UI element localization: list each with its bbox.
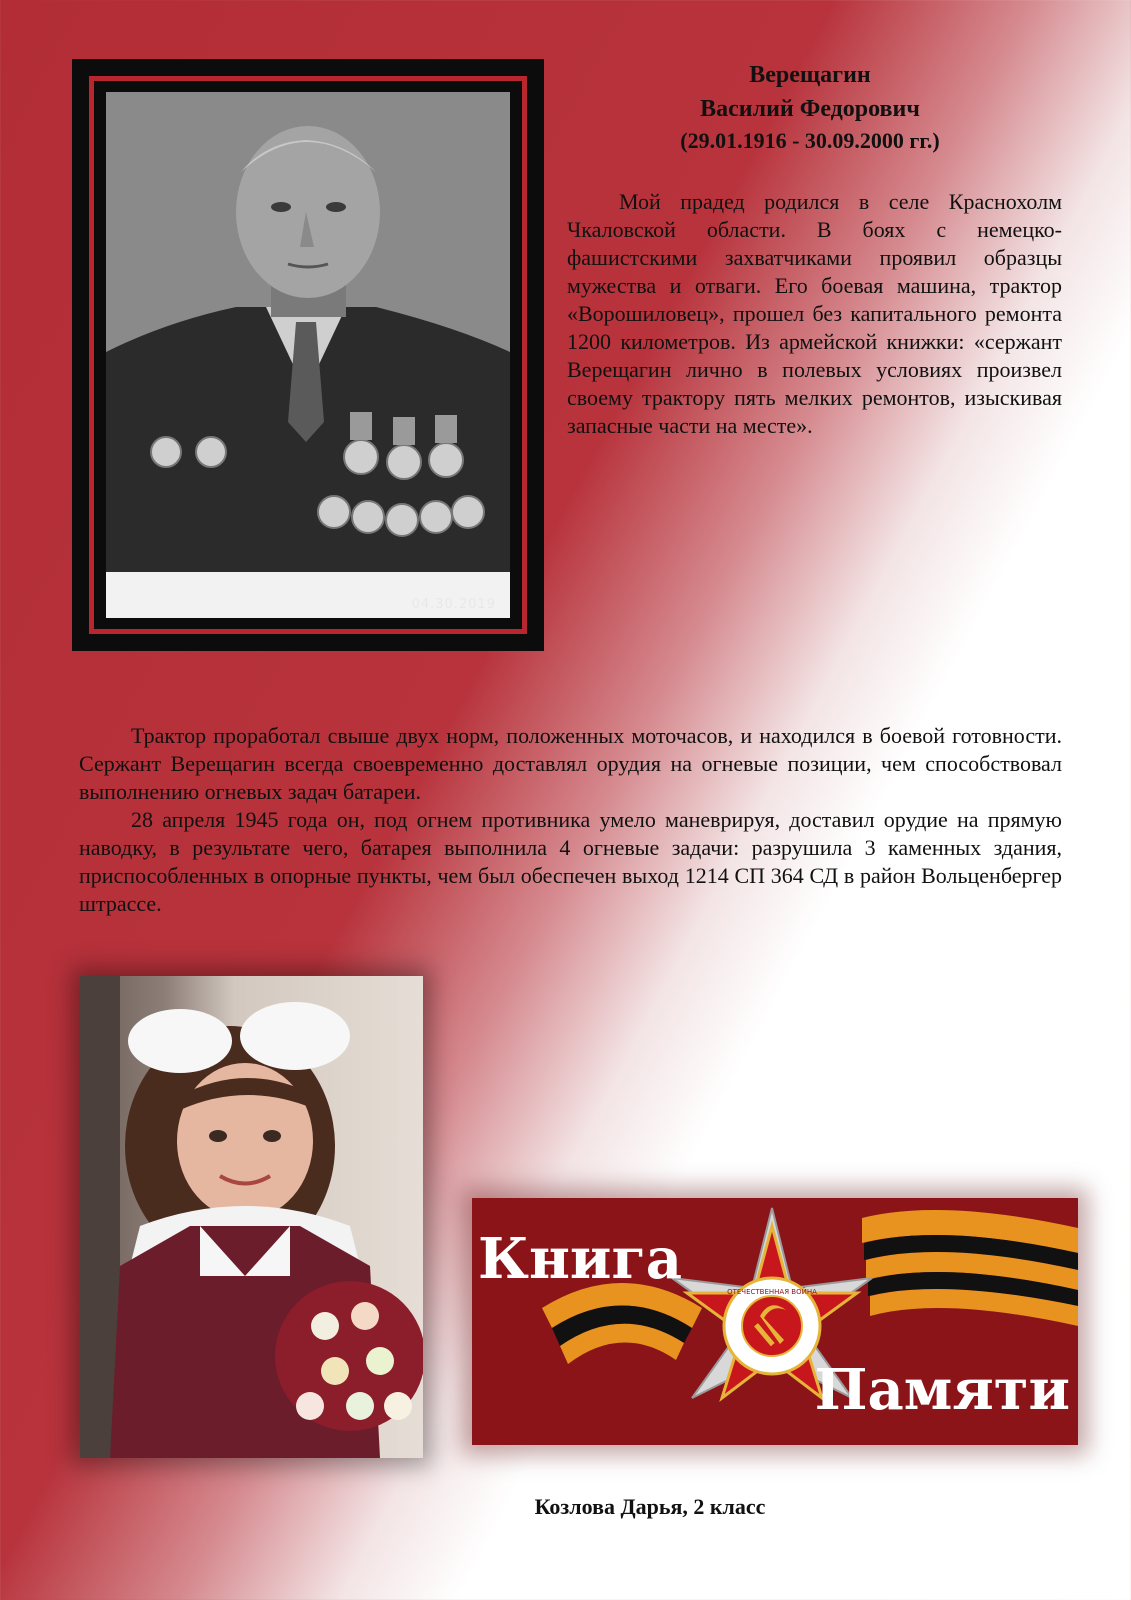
banner-word-memory: Памяти <box>814 1357 1070 1423</box>
service-story <box>79 722 1062 918</box>
story-paragraph: 28 апреля 1945 года он, под огнем противника умело маневрируя, доставил орудие на прямую наводку, в результате чего, батарея выполнила 4 огневые задачи: разрушила 3 каменных здания, приспособленных в опорные пункты, чем был обеспечен выход 1214 СП 364 СД в район Вольценбергер штрассе. <box>79 807 1062 916</box>
banner-word-book: Книга <box>478 1226 683 1292</box>
medal-inscription: ОТЕЧЕСТВЕННАЯ ВОЙНА <box>727 1288 817 1296</box>
author-caption: Козлова Дарья, 2 класс <box>534 1494 766 1519</box>
bio-paragraph: Мой прадед родился в селе Краснохолм Чкаловской области. В боях с немецко-фашистскими захватчиками проявил образцы мужества и отваги. Его боевая машина, трактор «Ворошиловец», прошел без капитального ремонта 1200 километров. Из армейской книжки: «сержант Верещагин лично в полевых условиях произвел своему трактору пять мелких ремонтов, изыскивая запасные части на месте». <box>567 189 1062 438</box>
student-photo <box>80 976 423 1458</box>
photo-date-stamp: 04.30.2019 <box>411 597 496 612</box>
veteran-given-names: Василий Федорович <box>700 96 920 122</box>
student-illustration <box>80 976 423 1458</box>
story-paragraph: Трактор проработал свыше двух норм, положенных моточасов, и находился в боевой готовности. Сержант Верещагин всегда своевременно доставлял орудия на огневые позиции, чем способствовал выполнению огневых задач батареи. <box>79 723 1062 804</box>
veteran-surname: Верещагин <box>749 62 871 88</box>
veteran-portrait-photo <box>106 92 510 618</box>
portrait-illustration <box>106 92 510 618</box>
veteran-name-header <box>560 58 1060 156</box>
memory-book-banner <box>472 1198 1078 1445</box>
portrait-frame <box>72 59 544 651</box>
veteran-life-dates: (29.01.1916 - 30.09.2000 гг.) <box>680 128 940 153</box>
